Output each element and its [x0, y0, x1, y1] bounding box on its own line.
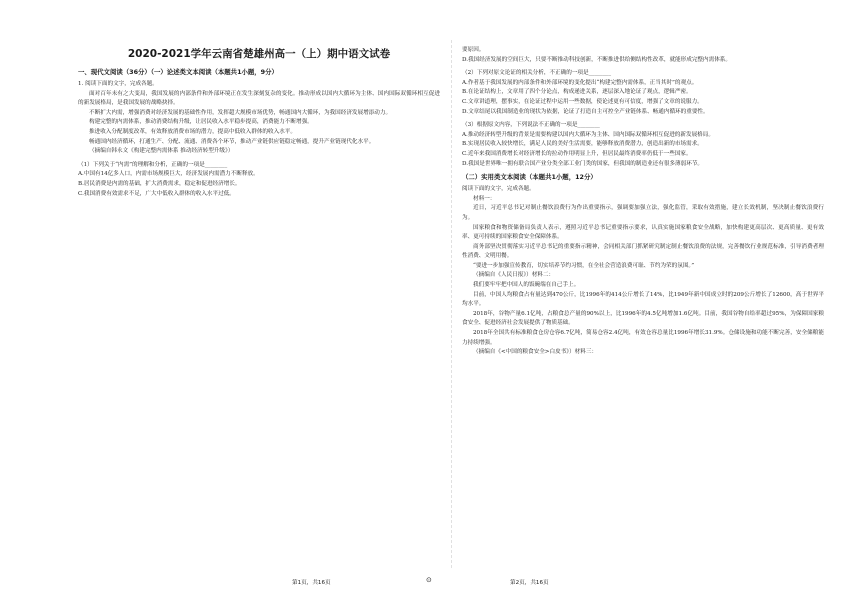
option-c: C.近年来我国消费增长对经济增长的拉动作用明显上升，但居民最终消费率仍低于一些国家。 — [462, 150, 692, 157]
passage-source: （摘编自《人民日报》）材料二： — [473, 272, 555, 279]
passage-paragraph: 目前，中国人均粮食占有量达到470公斤，比1996年的414公斤增长了14%，比1949年新中国成立时的209公斤增长了12600，高于世界平均水平。 — [462, 291, 824, 308]
left-page — [78, 0, 440, 608]
section-heading-1: 一、现代文阅读（36分）（一）论述类文本阅读（本题共1小题，9分） — [78, 68, 278, 76]
passage-paragraph: “要进一步加强宣传教育，切实培养节约习惯，在全社会营造浪费可耻、节约为荣的氛围。” — [473, 262, 695, 269]
option-b: B.居民消费是内需的基础，扩大消费需求，稳定和促进经济增长。 — [78, 180, 241, 187]
passage-paragraph: 近日，习近平总书记对制止餐饮浪费行为作出重要指示，强调要加强立法，强化监管，采取有效措施，建立长效机制，坚决制止餐饮浪费行为。 — [462, 205, 824, 221]
question-1-3: （3）根据原文内容，下列说法不正确的一项是________ — [462, 122, 600, 129]
q1-intro: 1. 阅读下面的文字，完成各题。 — [78, 81, 158, 87]
question-1-2: （2）下列对原文论证的相关分析，不正确的一项是________ — [462, 70, 611, 77]
option-d: D.我国是世界唯一拥有联合国产业分类全部工业门类的国家，但我国的制造业还有很多薄弱环节。 — [462, 160, 704, 167]
passage-paragraph: 畅通国内经济循环，打通生产、分配、流通、消费各个环节，推动产业链供应链稳定畅通，提升产业链现代化水平。 — [89, 138, 375, 145]
passage-paragraph: 国家粮食和物资储备局负责人表示，遵照习近平总书记重要指示要求，认真实施国家粮食安全战略，加快构建更高层次、更高质量、更有效率、更可持续的国家粮食安全保障体系。 — [462, 224, 824, 241]
option-c: C.我国消费有效需求不足，广大中低收入群体的收入水平过低。 — [78, 190, 235, 197]
option-b: B.实现居民收入较快增长，满足人民的美好生活需要，能够释放消费潜力，创造出新的市场需求。 — [462, 141, 703, 148]
option-a: A.推动经济转型升级的背景是需要构建以国内大循环为主体、国内国际双循环相互促进的新发展格局。 — [462, 131, 714, 138]
option-d: D.文章结尾以我国制造业的现状为依据，论证了打造自主可控全产业链体系、畅通内循环的重要性。 — [462, 108, 709, 115]
passage-paragraph: 构建完整的内需体系，推动消费结构升级，让居民收入水平稳步提高，消费能力不断增强。 — [89, 119, 313, 126]
passage-source: （摘编自韩永文《构建完整内需体系 推动经济转型升级》） — [89, 148, 234, 155]
passage-paragraph: 不断扩大内需，增强消费对经济发展的基础性作用，发挥超大规模市场优势，畅通国内大循环，为我国经济发展增添动力。 — [89, 109, 392, 116]
option-c: C.文章讲道理，摆事实，在论证过程中运用一些数据，使论述更有可信度，增强了文章的说服力。 — [462, 98, 703, 105]
section-heading-2: （二）实用类文本阅读（本题共1小题，12分） — [462, 173, 597, 182]
passage-paragraph: 2018年，谷物产量6.1亿吨，占粮食总产量的90%以上，比1996年的4.5亿吨增加1.6亿吨。目前，我国谷物自给率超过95%，为保障国家粮食安全、促进经济社会发展提供了物质基础。 — [462, 310, 824, 327]
passage-paragraph: 面对百年未有之大变局，我国发展的内部条件和外部环境正在发生深刻复杂的变化。推动形成以国内大循环为主体、国内国际双循环相互促进的新发展格局，是我国发展的战略抉择。 — [78, 90, 440, 107]
exam-title: 2020-2021学年云南省楚雄州高一（上）期中语文试卷 — [127, 48, 391, 60]
option-a: A.中国有14亿多人口，内需市场规模巨大，经济发展内需潜力不断释放。 — [78, 171, 259, 178]
material-1-heading: 材料一： — [473, 195, 496, 202]
passage-source: （摘编自《<中国的粮食安全>白皮书》）材料三： — [473, 349, 598, 356]
option-b: B.在论证结构上，文章用了四个分论点，构成递进关系，逐层深入地论证了观点，逻辑严密。 — [462, 89, 692, 96]
page-divider — [451, 40, 452, 568]
option-a: A.作者基于我国发展的内部条件和外部环境的变化提出“构建完整内需体系，正当其时”的观点。 — [462, 79, 698, 86]
center-mark: ⊙ — [426, 576, 432, 584]
page-number-left: 第1页，共16页 — [292, 580, 331, 586]
option-d: D.我国经济发展的空间巨大，只要不断推动科技创新，不断推进供给侧结构性改革，就能形成完整内需体系。 — [462, 56, 731, 63]
continued-text: 要原因。 — [462, 47, 485, 53]
page-number-right: 第2页，共16页 — [510, 580, 549, 586]
right-page — [462, 0, 824, 608]
q2-intro: 阅读下面的文字，完成各题。 — [462, 186, 535, 193]
passage-paragraph: 推进收入分配制度改革，有效释放消费市场的潜力，提高中低收入群体的收入水平。 — [89, 128, 296, 135]
passage-paragraph: 我们要牢牢把中国人的饭碗端在自己手上。 — [473, 282, 580, 289]
passage-paragraph: 2018年全国共有标准粮食仓房仓容6.7亿吨，简易仓容2.4亿吨，有效仓容总量比1996年增长31.9%。仓储设施和功能不断完善，安全储粮能力持续增强。 — [462, 330, 824, 346]
passage-paragraph: 商务部坚决贯彻落实习近平总书记的重要指示精神，会同相关部门抓紧研究制定制止餐饮浪费的法规，完善餐饮行业规范标准，引导消费者理性消费、文明用餐。 — [462, 243, 824, 260]
question-1-1: （1）下列关于“内需”的理解和分析，正确的一项是________ — [78, 161, 228, 168]
